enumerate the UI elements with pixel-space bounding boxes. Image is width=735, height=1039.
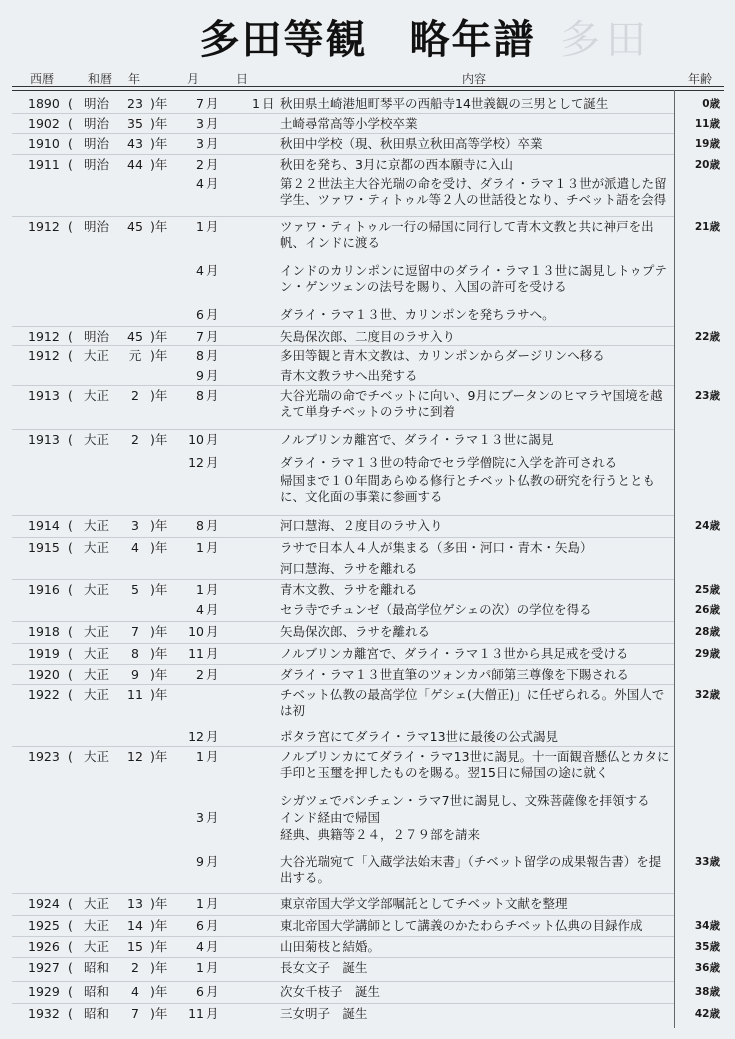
- event-description: 矢島保次郎、ラサを離れる: [280, 624, 431, 639]
- month-value: 3: [196, 116, 204, 131]
- event-description: 河口慧海、２度目のラサ入り: [280, 518, 443, 533]
- row-separator: [12, 915, 674, 916]
- month-value: 12: [188, 729, 204, 744]
- year-seireki: 1910: [28, 136, 60, 151]
- year-seireki: 1926: [28, 939, 60, 954]
- month-value: 8: [196, 388, 204, 403]
- era-year: 9: [131, 667, 139, 682]
- month-value: 1: [196, 749, 204, 764]
- month-value: 3: [196, 810, 204, 825]
- event-description: 山田菊枝と結婚。: [280, 939, 381, 954]
- year-marker: )年: [150, 918, 168, 933]
- year-marker: )年: [150, 116, 168, 131]
- month-marker: 月: [206, 219, 219, 234]
- year-marker: )年: [150, 348, 168, 363]
- event-description: 帰国まで１０年間あらゆる修行とチベット仏教の研究を行うとともに、文化面の事業に参画する: [280, 473, 656, 504]
- paren-open: (: [68, 624, 73, 639]
- event-description: チベット仏教の最高学位「ゲシェ(大僧正)」に任ぜられる。外国人では初: [280, 687, 665, 718]
- row-separator: [12, 113, 674, 114]
- era-year: 2: [131, 388, 139, 403]
- background-watermark: 多田: [560, 17, 652, 63]
- age-value: 29歳: [694, 648, 720, 660]
- era-year: 2: [131, 432, 139, 447]
- age-value: 26歳: [694, 604, 720, 616]
- month-marker: 月: [206, 1006, 219, 1021]
- age-value: 25歳: [694, 584, 720, 596]
- event-description: 三女明子 誕生: [280, 1006, 368, 1021]
- era-year: 14: [127, 918, 143, 933]
- year-seireki: 1912: [28, 219, 60, 234]
- row-separator: [12, 1003, 674, 1004]
- era-year: 7: [131, 624, 139, 639]
- event-description: 大谷光瑞の命でチベットに向い、9月にブータンのヒマラヤ国境を越えて単身チベットのラサに到着: [280, 388, 663, 419]
- paren-open: (: [68, 687, 73, 702]
- month-marker: 月: [206, 96, 219, 111]
- year-marker: )年: [150, 624, 168, 639]
- month-value: 11: [188, 1006, 204, 1021]
- month-value: 4: [196, 263, 204, 278]
- era-year: 12: [127, 749, 143, 764]
- month-value: 12: [188, 455, 204, 470]
- era-year: 15: [127, 939, 143, 954]
- month-marker: 月: [206, 368, 219, 383]
- event-description: インドのカリンポンに逗留中のダライ・ラマ１３世に謁見しトゥプテン・ゲンツェンの法号を賜り、入国の許可を受ける: [280, 263, 667, 294]
- row-separator: [12, 133, 674, 134]
- month-marker: 月: [206, 176, 219, 191]
- row-separator: [12, 936, 674, 937]
- era-year: 35: [127, 116, 143, 131]
- month-marker: 月: [206, 116, 219, 131]
- event-description: ダライ・ラマ１３世の特命でセラ学僧院に入学を許可される: [280, 455, 618, 470]
- age-value: 33歳: [694, 856, 720, 868]
- year-seireki: 1913: [28, 388, 60, 403]
- year-marker: )年: [150, 1006, 168, 1021]
- month-marker: 月: [206, 307, 219, 322]
- month-marker: 月: [206, 518, 219, 533]
- age-value: 19歳: [694, 138, 720, 150]
- year-seireki: 1922: [28, 687, 60, 702]
- year-seireki: 1902: [28, 116, 60, 131]
- row-separator: [12, 746, 674, 747]
- month-value: 10: [188, 432, 204, 447]
- era-name: 明治: [84, 157, 110, 172]
- era-name: 明治: [84, 136, 110, 151]
- row-separator: [12, 579, 674, 580]
- era-year: 23: [127, 96, 143, 111]
- month-value: 8: [196, 348, 204, 363]
- month-value: 10: [188, 624, 204, 639]
- month-value: 1: [196, 582, 204, 597]
- event-description: ツァワ・ティトゥル一行の帰国に同行して青木文教と共に神戸を出帆、インドに渡る: [280, 219, 654, 250]
- row-separator: [12, 537, 674, 538]
- event-description: ノルブリンカにてダライ・ラマ13世に謁見。十一面観音懸仏とカタに手印と玉璽を押したものを賜る。翌15日に帰国の途に就く: [280, 749, 670, 780]
- event-description: ラサで日本人４人が集まる（多田・河口・青木・矢島）: [280, 540, 593, 555]
- paren-open: (: [68, 749, 73, 764]
- header-rule-bottom: [12, 90, 724, 91]
- era-name: 明治: [84, 116, 110, 131]
- event-description: 矢島保次郎、二度目のラサ入り: [280, 329, 456, 344]
- row-separator: [12, 345, 674, 346]
- month-value: 2: [196, 157, 204, 172]
- paren-open: (: [68, 540, 73, 555]
- era-year: 45: [127, 329, 143, 344]
- paren-open: (: [68, 646, 73, 661]
- month-marker: 月: [206, 540, 219, 555]
- year-seireki: 1890: [28, 96, 60, 111]
- header-nen: 年: [128, 72, 141, 86]
- paren-open: (: [68, 518, 73, 533]
- month-value: 6: [196, 918, 204, 933]
- event-description: 秋田県土崎港旭町琴平の西船寺14世義観の三男として誕生: [280, 96, 609, 111]
- era-name: 大正: [84, 582, 110, 597]
- era-name: 大正: [84, 896, 110, 911]
- month-value: 7: [196, 329, 204, 344]
- event-description: ダライ・ラマ１３世直筆のツォンカパ師第三尊像を下賜される: [280, 667, 629, 682]
- era-year: 45: [127, 219, 143, 234]
- event-description: 青木文教、ラサを離れる: [280, 582, 418, 597]
- paren-open: (: [68, 157, 73, 172]
- year-marker: )年: [150, 136, 168, 151]
- row-separator: [12, 684, 674, 685]
- era-year: 3: [131, 518, 139, 533]
- day-value: 1: [252, 96, 260, 111]
- month-value: 1: [196, 219, 204, 234]
- year-seireki: 1913: [28, 432, 60, 447]
- era-year: 44: [127, 157, 143, 172]
- month-value: 1: [196, 960, 204, 975]
- paren-open: (: [68, 348, 73, 363]
- year-seireki: 1927: [28, 960, 60, 975]
- month-marker: 月: [206, 984, 219, 999]
- event-description: シガツェでパンチェン・ラマ7世に謁見し、文殊菩薩像を拝領する: [280, 793, 650, 808]
- month-value: 1: [196, 540, 204, 555]
- year-marker: )年: [150, 984, 168, 999]
- row-separator: [12, 154, 674, 155]
- month-marker: 月: [206, 729, 219, 744]
- month-value: 2: [196, 667, 204, 682]
- event-description: 次女千枝子 誕生: [280, 984, 381, 999]
- row-separator: [12, 621, 674, 622]
- era-name: 大正: [84, 624, 110, 639]
- row-separator: [12, 326, 674, 327]
- paren-open: (: [68, 667, 73, 682]
- header-nenrei: 年齢: [688, 72, 713, 86]
- month-marker: 月: [206, 896, 219, 911]
- era-year: 4: [131, 540, 139, 555]
- era-year: 7: [131, 1006, 139, 1021]
- year-seireki: 1923: [28, 749, 60, 764]
- event-description: ポタラ宮にてダライ・ラマ13世に最後の公式謁見: [280, 729, 559, 744]
- year-seireki: 1914: [28, 518, 60, 533]
- era-name: 大正: [84, 749, 110, 764]
- era-year: 13: [127, 896, 143, 911]
- row-separator: [12, 664, 674, 665]
- year-marker: )年: [150, 432, 168, 447]
- page-title: 多田等観 略年譜: [199, 17, 536, 63]
- header-tsuki: 月: [187, 72, 200, 86]
- year-marker: )年: [150, 582, 168, 597]
- era-year: 2: [131, 960, 139, 975]
- month-value: 4: [196, 602, 204, 617]
- era-name: 明治: [84, 96, 110, 111]
- month-value: 3: [196, 136, 204, 151]
- month-marker: 月: [206, 582, 219, 597]
- event-description: 第２２世法主大谷光瑞の命を受け、ダライ・ラマ１３世が派遣した留学生、ツァワ・ティトゥル等２人の世話役となり、チベット語を会得: [280, 176, 667, 207]
- month-marker: 月: [206, 329, 219, 344]
- paren-open: (: [68, 918, 73, 933]
- age-value: 23歳: [694, 390, 720, 402]
- year-seireki: 1932: [28, 1006, 60, 1021]
- year-marker: )年: [150, 960, 168, 975]
- event-description: 経典、典籍等２４，２７９部を請来: [280, 827, 481, 842]
- month-value: 7: [196, 96, 204, 111]
- year-marker: )年: [150, 329, 168, 344]
- year-seireki: 1912: [28, 329, 60, 344]
- era-name: 大正: [84, 348, 110, 363]
- month-value: 6: [196, 984, 204, 999]
- year-marker: )年: [150, 646, 168, 661]
- event-description: 長女文子 誕生: [280, 960, 368, 975]
- year-seireki: 1925: [28, 918, 60, 933]
- era-name: 大正: [84, 687, 110, 702]
- month-marker: 月: [206, 624, 219, 639]
- year-marker: )年: [150, 96, 168, 111]
- era-year: 4: [131, 984, 139, 999]
- era-year: 43: [127, 136, 143, 151]
- year-marker: )年: [150, 667, 168, 682]
- month-marker: 月: [206, 854, 219, 869]
- event-description: 青木文教ラサへ出発する: [280, 368, 418, 383]
- year-seireki: 1911: [28, 157, 60, 172]
- year-marker: )年: [150, 939, 168, 954]
- year-seireki: 1920: [28, 667, 60, 682]
- header-seireki: 西暦: [30, 72, 55, 86]
- era-year: 元: [128, 348, 142, 363]
- paren-open: (: [68, 984, 73, 999]
- event-description: 秋田を発ち、3月に京都の西本願寺に入山: [280, 157, 513, 172]
- year-marker: )年: [150, 540, 168, 555]
- paren-open: (: [68, 116, 73, 131]
- year-marker: )年: [150, 749, 168, 764]
- event-description: 土崎尋常高等小学校卒業: [280, 116, 418, 131]
- era-name: 明治: [84, 329, 110, 344]
- era-name: 大正: [84, 540, 110, 555]
- age-value: 20歳: [694, 159, 720, 171]
- year-seireki: 1916: [28, 582, 60, 597]
- month-value: 9: [196, 854, 204, 869]
- month-marker: 月: [206, 432, 219, 447]
- month-marker: 月: [206, 918, 219, 933]
- row-separator: [12, 893, 674, 894]
- year-marker: )年: [150, 687, 168, 702]
- paren-open: (: [68, 582, 73, 597]
- paren-open: (: [68, 432, 73, 447]
- month-marker: 月: [206, 136, 219, 151]
- event-description: ダライ・ラマ１３世、カリンポンを発ちラサへ。: [280, 307, 555, 322]
- event-description: 秋田中学校（現、秋田県立秋田高等学校）卒業: [280, 136, 543, 151]
- event-description: ノルブリンカ離宮で、ダライ・ラマ１３世に謁見: [280, 432, 554, 447]
- month-value: 9: [196, 368, 204, 383]
- month-marker: 月: [206, 810, 219, 825]
- age-value: 28歳: [694, 626, 720, 638]
- month-marker: 月: [206, 939, 219, 954]
- paren-open: (: [68, 219, 73, 234]
- era-name: 大正: [84, 918, 110, 933]
- row-separator: [12, 643, 674, 644]
- year-seireki: 1915: [28, 540, 60, 555]
- age-value: 42歳: [694, 1008, 720, 1020]
- age-value: 24歳: [694, 520, 720, 532]
- age-value: 34歳: [694, 920, 720, 932]
- era-name: 大正: [84, 646, 110, 661]
- event-description: 多田等観と青木文教は、カリンポンからダージリンへ移る: [280, 348, 605, 363]
- era-name: 昭和: [84, 1006, 110, 1021]
- paren-open: (: [68, 939, 73, 954]
- era-name: 大正: [84, 388, 110, 403]
- month-value: 11: [188, 646, 204, 661]
- era-year: 5: [131, 582, 139, 597]
- month-value: 8: [196, 518, 204, 533]
- row-separator: [12, 515, 674, 516]
- age-value: 22歳: [694, 331, 720, 343]
- month-value: 6: [196, 307, 204, 322]
- event-description: 大谷光瑞宛て「入蔵学法始末書」（チベット留学の成果報告書）を提出する。: [280, 854, 662, 885]
- year-seireki: 1924: [28, 896, 60, 911]
- row-separator: [12, 429, 674, 430]
- year-seireki: 1918: [28, 624, 60, 639]
- row-separator: [12, 385, 674, 386]
- header-wareki: 和暦: [88, 72, 113, 86]
- month-value: 4: [196, 939, 204, 954]
- era-name: 大正: [84, 939, 110, 954]
- age-value: 11歳: [694, 118, 720, 130]
- month-marker: 月: [206, 602, 219, 617]
- month-marker: 月: [206, 960, 219, 975]
- month-marker: 月: [206, 388, 219, 403]
- paren-open: (: [68, 896, 73, 911]
- month-marker: 月: [206, 157, 219, 172]
- header-hi: 日: [236, 72, 249, 86]
- header-rule-top: [12, 86, 724, 87]
- month-marker: 月: [206, 646, 219, 661]
- event-description: 東京帝国大学文学部嘱託としてチベット文献を整理: [280, 896, 568, 911]
- era-name: 大正: [84, 667, 110, 682]
- age-value: 38歳: [694, 986, 720, 998]
- age-value: 36歳: [694, 962, 720, 974]
- era-year: 11: [127, 687, 143, 702]
- row-separator: [12, 981, 674, 982]
- paren-open: (: [68, 388, 73, 403]
- paren-open: (: [68, 960, 73, 975]
- paren-open: (: [68, 329, 73, 344]
- era-name: 大正: [84, 432, 110, 447]
- month-value: 4: [196, 176, 204, 191]
- year-marker: )年: [150, 896, 168, 911]
- age-value: 0歳: [702, 98, 720, 110]
- era-name: 昭和: [84, 960, 110, 975]
- row-separator: [12, 216, 674, 217]
- month-value: 1: [196, 896, 204, 911]
- month-marker: 月: [206, 455, 219, 470]
- era-name: 大正: [84, 518, 110, 533]
- era-name: 昭和: [84, 984, 110, 999]
- age-value: 32歳: [694, 689, 720, 701]
- month-marker: 月: [206, 348, 219, 363]
- header-naiyou: 内容: [462, 72, 487, 86]
- age-column-divider: [674, 90, 675, 1028]
- year-marker: )年: [150, 219, 168, 234]
- year-seireki: 1919: [28, 646, 60, 661]
- row-separator: [12, 957, 674, 958]
- event-description: セラ寺でチュンゼ（最高学位ゲシェの次）の学位を得る: [280, 602, 592, 617]
- year-marker: )年: [150, 518, 168, 533]
- event-description: 河口慧海、ラサを離れる: [280, 561, 418, 576]
- era-name: 明治: [84, 219, 110, 234]
- event-description: インド経由で帰国: [280, 810, 381, 825]
- age-value: 35歳: [694, 941, 720, 953]
- month-marker: 月: [206, 263, 219, 278]
- month-marker: 月: [206, 667, 219, 682]
- event-description: ノルブリンカ離宮で、ダライ・ラマ１３世から具足戒を受ける: [280, 646, 629, 661]
- year-seireki: 1929: [28, 984, 60, 999]
- era-year: 8: [131, 646, 139, 661]
- paren-open: (: [68, 1006, 73, 1021]
- year-marker: )年: [150, 388, 168, 403]
- event-description: 東北帝国大学講師として講義のかたわらチベット仏典の目録作成: [280, 918, 643, 933]
- age-value: 21歳: [694, 221, 720, 233]
- day-marker: 日: [262, 96, 275, 111]
- year-marker: )年: [150, 157, 168, 172]
- paren-open: (: [68, 96, 73, 111]
- month-marker: 月: [206, 749, 219, 764]
- year-seireki: 1912: [28, 348, 60, 363]
- paren-open: (: [68, 136, 73, 151]
